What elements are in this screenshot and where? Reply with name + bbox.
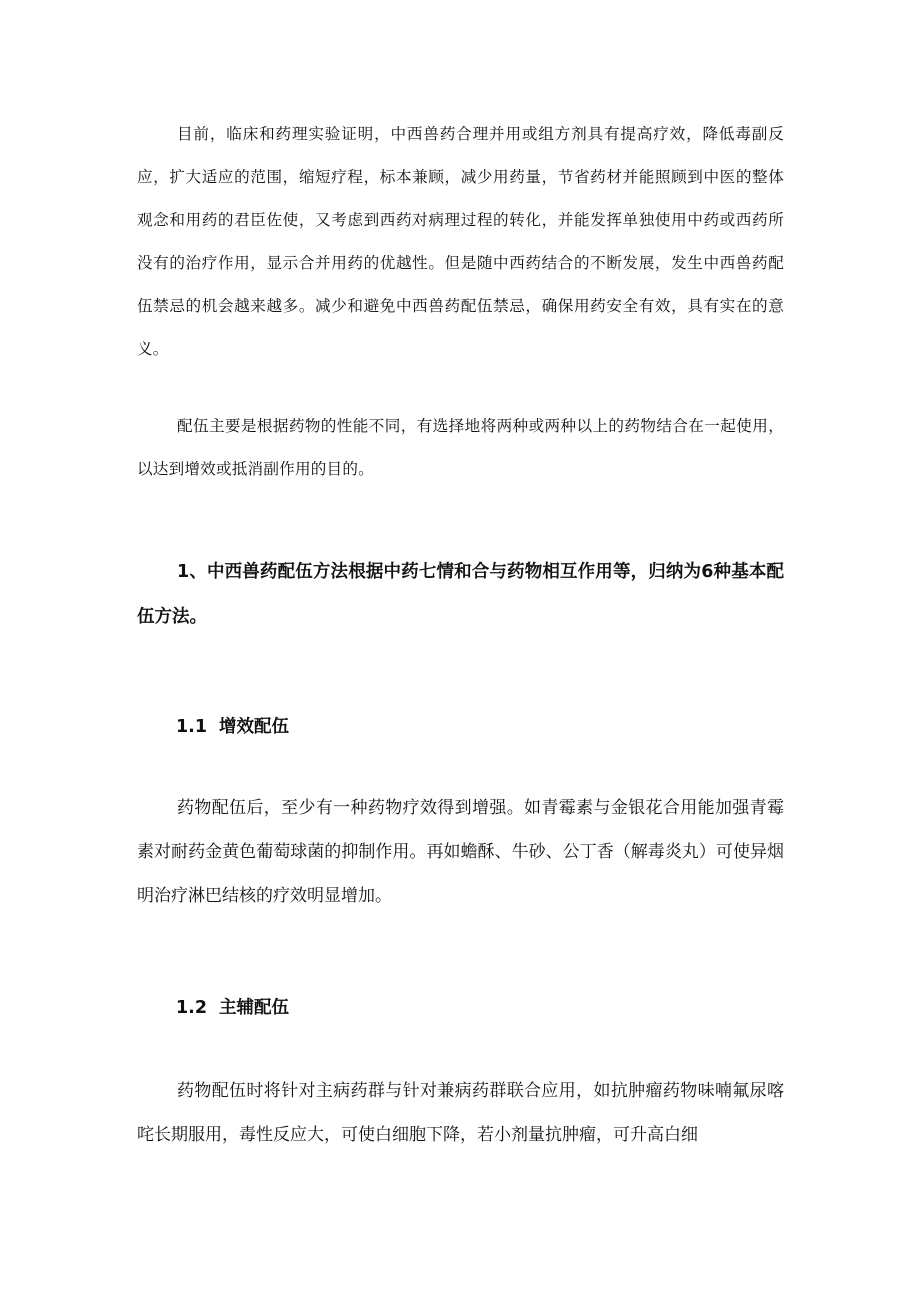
subsection-heading-1-2 [176, 993, 289, 1023]
intro-paragraph: 目前，临床和药理实验证明，中西兽药合理并用或组方剂具有提高疗效，降低毒副反应，扩大适应的范围，缩短疗程，标本兼顾，减少用药量，节省药材并能照顾到中医的整体观念和用药的君臣佐使，又考虑到西药对病理过程的转化，并能发挥单独使用中药或西药所没有的治疗作用，显示合并用药的优越性。但是随中西药结合的不断发展，发生中西兽药配伍禁忌的机会越来越多。减少和避免中西兽药配伍禁忌，确保用药安全有效，具有实在的意义。 [137, 125, 784, 358]
subsection-heading-1-1 [176, 712, 289, 742]
synergy-paragraph: 药物配伍后，至少有一种药物疗效得到增强。如青霉素与金银花合用能加强青霉素对耐药金黄色葡萄球菌的抑制作用。再如蟾酥、牛砂、公丁香（解毒炎丸）可使异烟明治疗淋巴结核的疗效明显增加。 [137, 798, 784, 906]
subsection-number: 1.2 [176, 998, 208, 1018]
subsection-number: 1.1 [176, 717, 208, 737]
definition-paragraph: 配伍主要是根据药物的性能不同，有选择地将两种或两种以上的药物结合在一起使用，以达到增效或抵消副作用的目的。 [137, 417, 784, 478]
subsection-title: 增效配伍 [219, 717, 290, 737]
main-auxiliary-paragraph: 药物配伍时将针对主病药群与针对兼病药群联合应用，如抗肿瘤药物味喃氟尿喀咤长期服用，毒性反应大，可使白细胞下降，若小剂量抗肿瘤，可升高白细 [137, 1081, 784, 1145]
section-heading-1: 1、中西兽药配伍方法根据中药七情和合与药物相互作用等，归纳为6种基本配伍方法。 [137, 562, 784, 627]
subsection-title: 主辅配伍 [219, 998, 290, 1018]
